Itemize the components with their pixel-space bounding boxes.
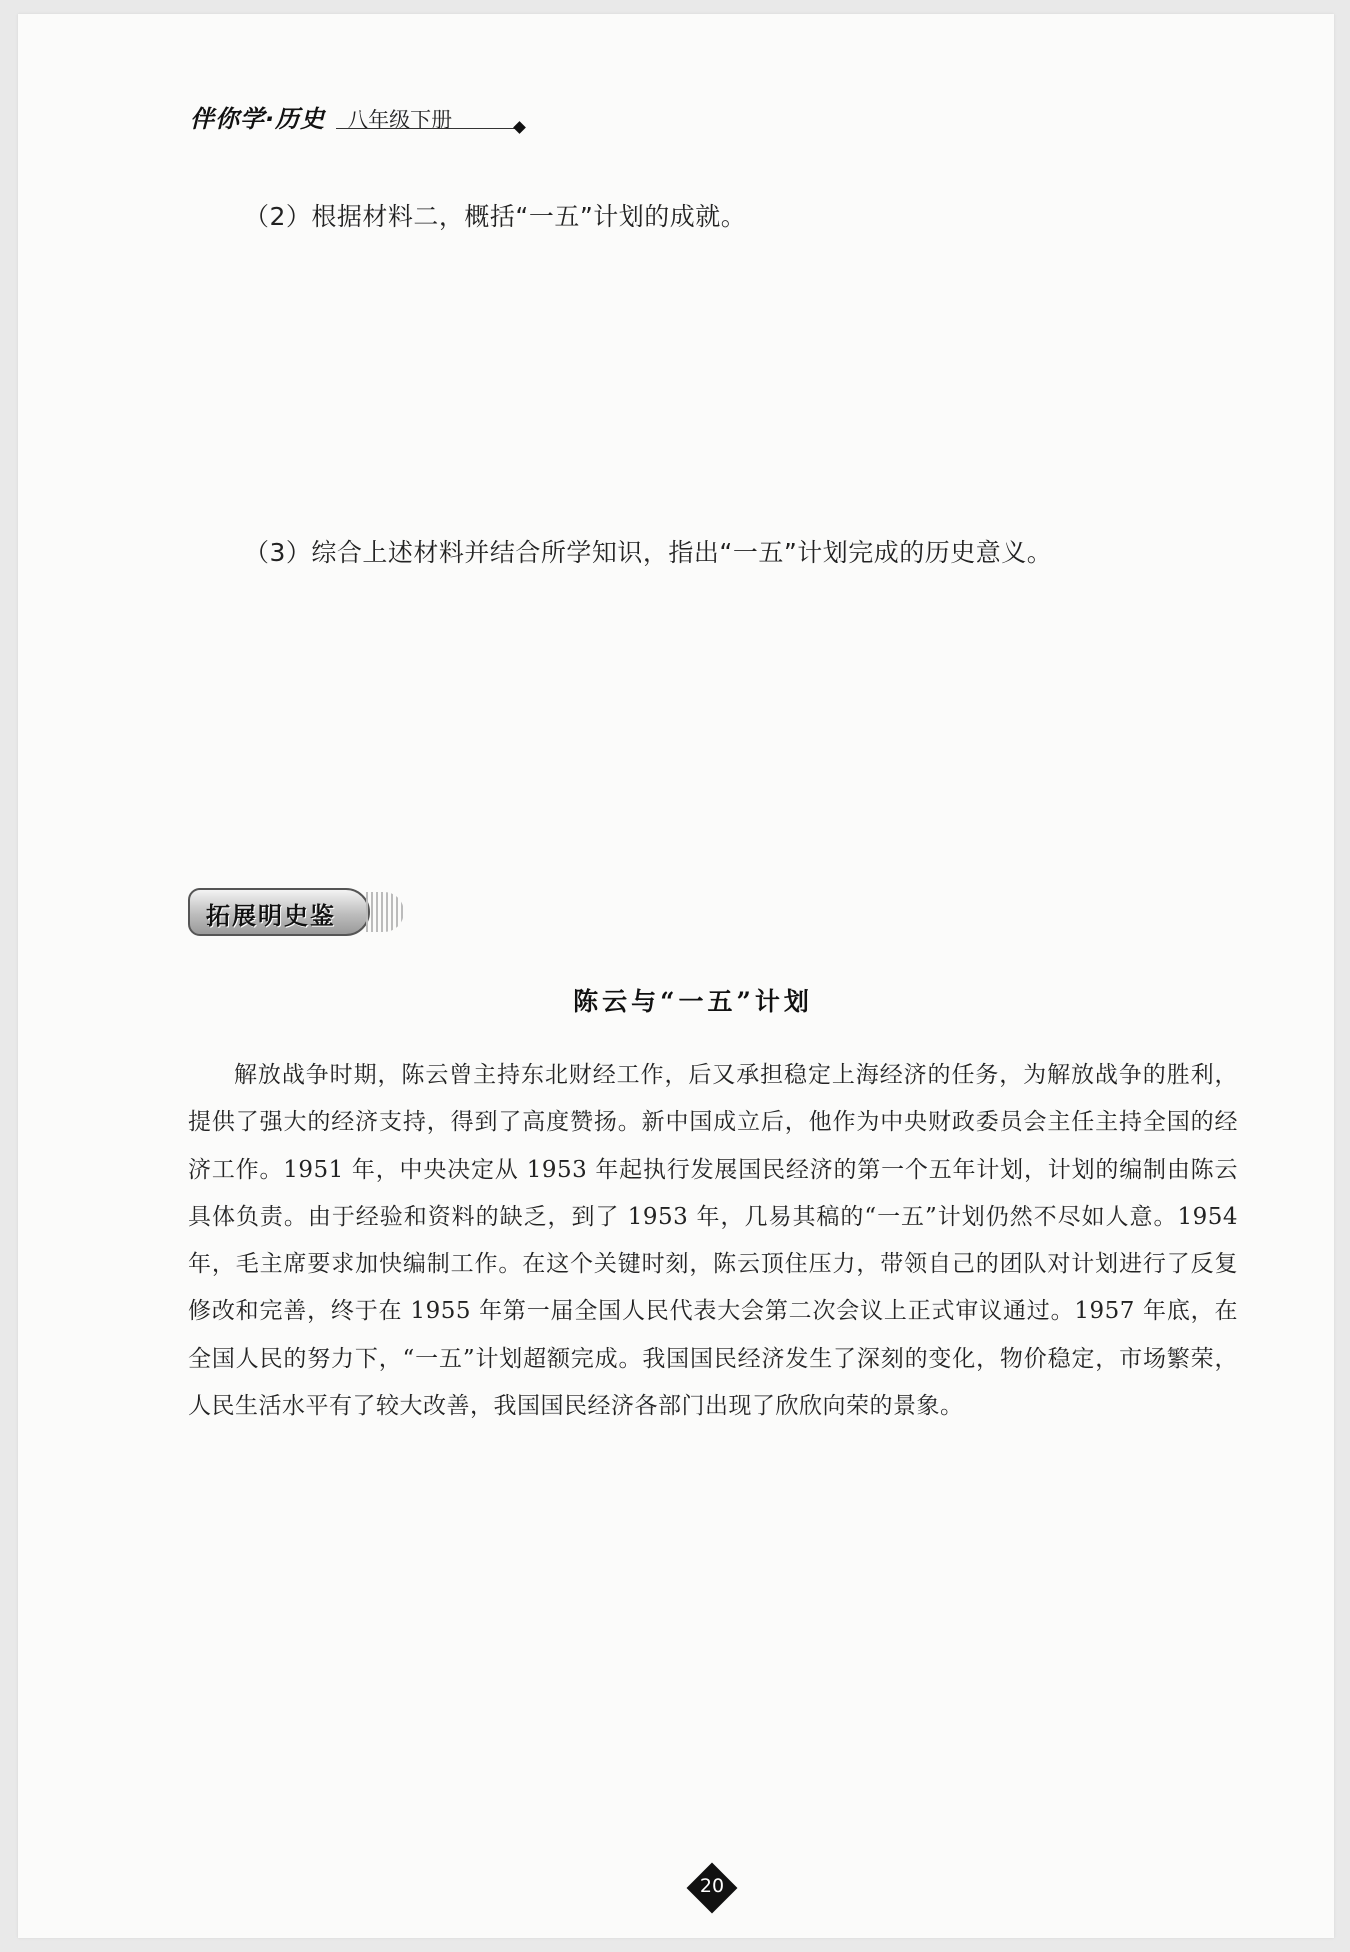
book-brand: 伴你学·历史 [190,105,326,133]
grade-label: 八年级下册 [347,108,453,132]
section-tag [188,888,404,936]
question-3: （3）综合上述材料并结合所学知识，指出“一五”计划完成的历史意义。 [244,538,1053,567]
diamond-icon [513,121,526,134]
page-number-badge [686,1862,738,1914]
article-body: 解放战争时期，陈云曾主持东北财经工作，后又承担稳定上海经济的任务，为解放战争的胜利，提供了强大的经济支持，得到了高度赞扬。新中国成立后，他作为中央财政委员会主任主持全国的经济工作。1951 年，中央决定从 1953 年起执行发展国民经济的第一个五年计划，计划的编制由陈云具体负责。由于经验和资料的缺乏，到了 1953 年，几易其稿的“一五”计划仍然不尽如人意。1954 年，毛主席要求加快编制工作。在这个关键时刻，陈云顶住压力，带领自己的团队对计划进行了反复修改和完善，终于在 1955 年第一届全国人民代表大会第二次会议上正式审议通过。1957 年底，在全国人民的努力下，“一五”计划超额完成。我国国民经济发生了深刻的变化，物价稳定，市场繁荣，人民生活水平有了较大改善，我国国民经济各部门出现了欣欣向荣的景象。 [188,1062,1238,1420]
page [18,14,1334,1938]
section-tag-stripes [366,892,404,932]
question-2: （2）根据材料二，概括“一五”计划的成就。 [244,202,747,231]
page-number: 20 [699,1875,725,1897]
section-label: 拓展明史鉴 [206,902,336,930]
header-rule [336,128,522,129]
article-title: 陈云与“一五”计划 [573,987,813,1016]
